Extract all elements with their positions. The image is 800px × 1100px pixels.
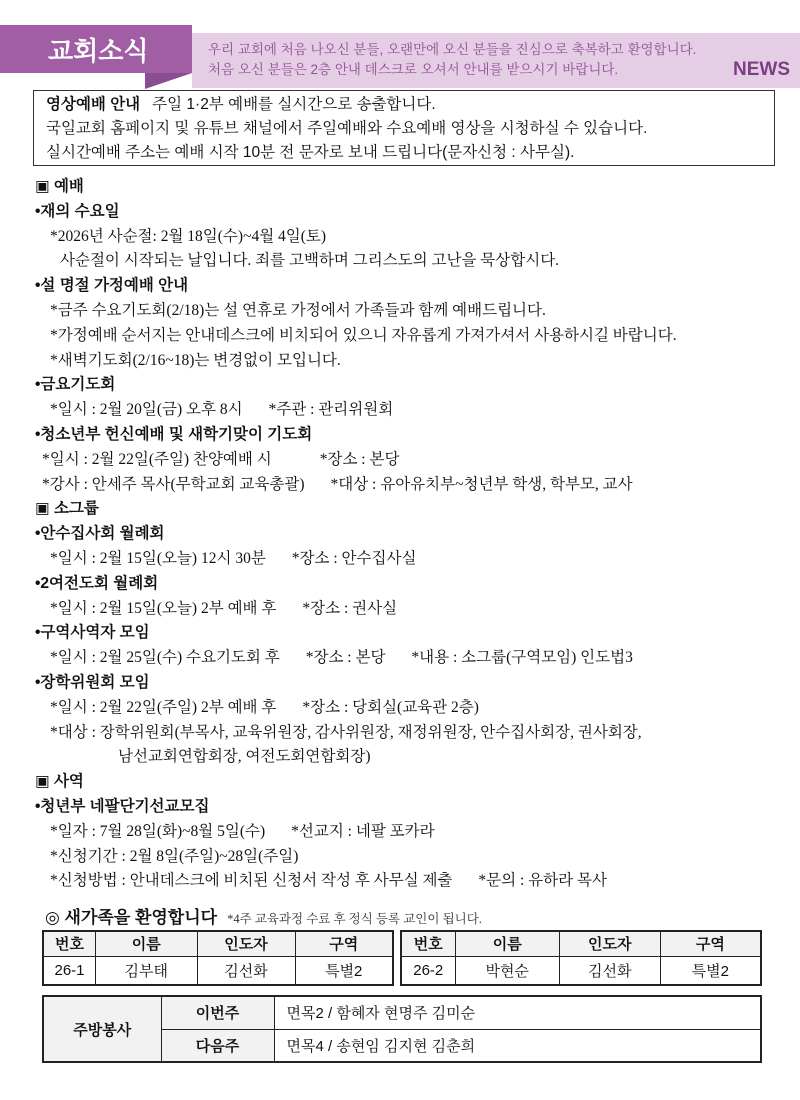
section-title: 교회소식 — [0, 25, 192, 73]
item-heading: •재의 수요일 — [35, 202, 120, 220]
detail-line — [0, 696, 800, 721]
welcome-line: 처음 오신 분들은 2층 안내 데스크로 오셔서 안내를 받으시기 바랍니다. — [208, 62, 619, 77]
detail-text: *일시 : 2월 22일(주일) 찬양예배 시 — [42, 450, 272, 468]
notice-first-line — [46, 93, 774, 117]
detail-line — [0, 745, 800, 770]
detail-text: *문의 : 유하라 목사 — [478, 872, 607, 890]
item-heading: •청소년부 헌신예배 및 새학기맞이 기도회 — [35, 425, 313, 443]
item-heading: •설 명절 가정예배 안내 — [35, 277, 189, 295]
detail-line — [0, 473, 800, 498]
detail-text: *일자 : 7월 28일(화)~8월 5일(수) — [50, 822, 266, 840]
detail-line — [0, 721, 800, 746]
notice-line: 국일교회 홈페이지 및 유튜브 채널에서 주일예배와 수요예배 영상을 시청하실 수 있습니다. — [46, 120, 648, 137]
detail-text: *일시 : 2월 20일(금) 오후 8시 — [50, 401, 243, 419]
table-row — [43, 996, 761, 1029]
kitchen-service-table — [42, 995, 762, 1063]
kitchen-value: 면목4 / 송현임 김지현 김춘희 — [274, 1029, 761, 1062]
detail-text: *선교지 : 네팔 포카라 — [291, 822, 435, 840]
col-guide: 인도자 — [559, 931, 660, 956]
new-family-heading — [45, 903, 482, 928]
detail-line — [0, 845, 800, 870]
cell: 김선화 — [559, 956, 660, 985]
col-district: 구역 — [295, 931, 393, 956]
kitchen-label: 주방봉사 — [43, 996, 161, 1062]
item-heading: •2여전도회 월례회 — [35, 574, 159, 592]
detail-text: *장소 : 권사실 — [302, 599, 398, 617]
notice-line: 주일 1·2부 예배를 실시간으로 송출합니다. — [152, 96, 436, 113]
detail-text: *장소 : 본당 — [305, 649, 386, 667]
detail-text: *장소 : 당회실(교육관 2층) — [302, 698, 479, 716]
banner-fold — [145, 73, 192, 89]
detail-line — [0, 324, 800, 349]
detail-line — [0, 299, 800, 324]
detail-text: *대상 : 유아유치부~청년부 학생, 학부모, 교사 — [330, 475, 633, 493]
welcome-banner — [192, 33, 800, 88]
detail-line — [0, 597, 800, 622]
detail-text: *신청기간 : 2월 8일(주일)~28일(주일) — [50, 847, 299, 865]
detail-line — [0, 448, 800, 473]
new-family-title: ◎ 새가족을 환영합니다 — [45, 908, 218, 927]
detail-line — [0, 349, 800, 374]
detail-text: *장소 : 안수집사실 — [291, 549, 417, 567]
cell: 김부태 — [96, 956, 198, 985]
detail-line — [0, 869, 800, 894]
cell: 김선화 — [197, 956, 295, 985]
detail-text: *주관 : 관리위원회 — [268, 401, 394, 419]
news-content — [0, 175, 800, 894]
detail-text: *일시 : 2월 15일(오늘) 12시 30분 — [50, 549, 266, 567]
table-row — [401, 956, 761, 985]
detail-text: 사순절이 시작되는 날입니다. 죄를 고백하며 그리스도의 고난을 묵상합시다. — [60, 252, 560, 270]
detail-text: *일시 : 2월 25일(수) 수요기도회 후 — [50, 649, 280, 667]
section-heading: ▣ 소그룹 — [35, 500, 99, 518]
notice-label: 영상예배 안내 — [46, 96, 141, 113]
table-header-row — [43, 931, 393, 956]
item-heading: •장학위원회 모임 — [35, 673, 150, 691]
item-heading: •안수집사회 월례회 — [35, 525, 165, 543]
detail-text: *장소 : 본당 — [319, 450, 400, 468]
cell: 26-2 — [401, 956, 455, 985]
detail-text: *신청방법 : 안내데스크에 비치된 신청서 작성 후 사무실 제출 — [50, 872, 453, 890]
section-heading: ▣ 예배 — [35, 178, 84, 195]
detail-line — [0, 398, 800, 423]
detail-text: *가정예배 순서지는 안내데스크에 비치되어 있으니 자유롭게 가져가셔서 사용하시길 바랍니다. — [50, 326, 677, 344]
detail-line — [0, 225, 800, 250]
col-number: 번호 — [43, 931, 96, 956]
table-row — [43, 956, 393, 985]
cell: 박현순 — [455, 956, 559, 985]
detail-text: *금주 수요기도회(2/18)는 설 연휴로 가정에서 가족들과 함께 예배드립니다. — [50, 301, 546, 319]
detail-line — [0, 547, 800, 572]
notice-line: 실시간예배 주소는 예배 시작 10분 전 문자로 보내 드립니다(문자신청 : 사무실). — [46, 144, 575, 161]
col-name: 이름 — [455, 931, 559, 956]
item-heading: •구역사역자 모임 — [35, 624, 150, 642]
welcome-line: 우리 교회에 처음 나오신 분들, 오랜만에 오신 분들을 진심으로 축복하고 환영합니다. — [208, 42, 697, 57]
detail-text: *대상 : 장학위원회(부목사, 교육위원장, 감사위원장, 재정위원장, 안수집사회장, 권사회장, — [50, 723, 642, 741]
new-family-note: *4주 교육과정 수료 후 정식 등록 교인이 됩니다. — [227, 912, 482, 926]
detail-text: *일시 : 2월 15일(오늘) 2부 예배 후 — [50, 599, 277, 617]
cell: 특별2 — [660, 956, 761, 985]
col-name: 이름 — [96, 931, 198, 956]
news-badge: NEWS — [733, 59, 790, 80]
col-district: 구역 — [660, 931, 761, 956]
detail-text: 남선교회연합회장, 여전도회연합회장) — [118, 748, 371, 766]
week-label: 다음주 — [161, 1029, 274, 1062]
item-heading: •청년부 네팔단기선교모집 — [35, 797, 210, 815]
cell: 26-1 — [43, 956, 96, 985]
detail-line — [0, 820, 800, 845]
detail-text: *2026년 사순절: 2월 18일(수)~4월 4일(토) — [50, 227, 327, 245]
week-label: 이번주 — [161, 996, 274, 1029]
col-guide: 인도자 — [197, 931, 295, 956]
detail-line — [0, 646, 800, 671]
video-worship-notice — [33, 90, 775, 166]
col-number: 번호 — [401, 931, 455, 956]
detail-text: *새벽기도회(2/16~18)는 변경없이 모입니다. — [50, 351, 341, 369]
new-family-table — [42, 930, 394, 986]
table-header-row — [401, 931, 761, 956]
kitchen-value: 면목2 / 함혜자 현명주 김미순 — [274, 996, 761, 1029]
detail-text: *강사 : 안세주 목사(무학교회 교육총괄) — [42, 475, 305, 493]
section-heading: ▣ 사역 — [35, 773, 84, 791]
cell: 특별2 — [295, 956, 393, 985]
detail-text: *내용 : 소그룹(구역모임) 인도법3 — [411, 649, 633, 667]
detail-text: *일시 : 2월 22일(주일) 2부 예배 후 — [50, 698, 277, 716]
new-family-table — [400, 930, 762, 986]
item-heading: •금요기도회 — [35, 376, 116, 394]
detail-line — [0, 249, 800, 274]
